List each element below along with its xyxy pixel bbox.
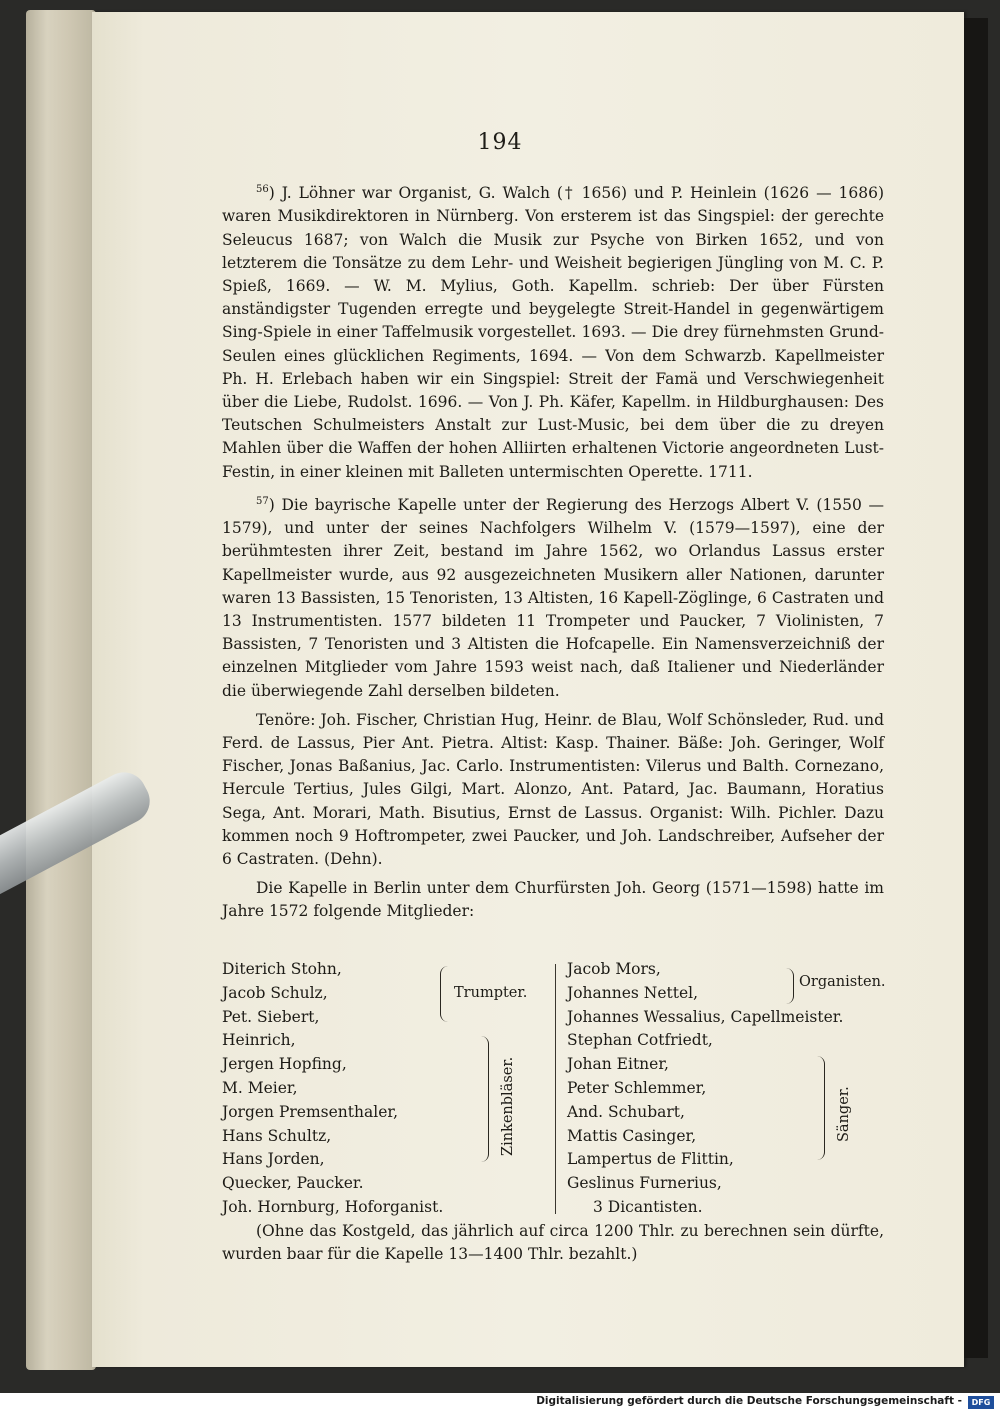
list-item: Hans Jorden, [222,1150,325,1169]
list-item: Jergen Hopfing, [222,1055,347,1074]
brace-saenger [816,1056,825,1160]
list-item: Stephan Cotfriedt, [567,1031,713,1050]
list-item: Johannes Nettel, [567,983,699,1002]
brace-trumpter [440,966,449,1022]
footnote-marker: 56 [256,184,269,195]
list-item: Peter Schlemmer, [567,1078,707,1097]
group-label-trumpter: Trumpter. [454,985,528,1001]
page-text [222,178,884,930]
paragraph-berlin: Die Kapelle in Berlin unter dem Churfürsten Joh. Georg (1571—1598) hatte im Jahre 1572 folgende Mitglieder: [222,879,884,921]
list-item: Johannes Wessalius, Capellmeister. [567,1007,844,1026]
list-item: Quecker, Paucker. [222,1174,364,1193]
closing-text: (Ohne das Kostgeld, das jährlich auf circa 1200 Thlr. zu berechnen sein dürfte, wurden baar für die Kapelle 13—1400 Thlr. bezahlt.) [222,1222,884,1264]
footer-credit: Digitalisierung gefördert durch die Deutsche Forschungsgemeinschaft - [536,1395,962,1407]
group-label-organisten: Organisten. [799,974,886,990]
list-item: Diterich Stohn, [222,960,342,978]
list-item: Heinrich, [222,1031,296,1050]
list-item: Jacob Mors, [567,960,661,978]
list-item: Mattis Casinger, [567,1126,697,1145]
list-item: Joh. Hornburg, Hoforganist. [222,1197,444,1216]
list-item: Jorgen Premsenthaler, [222,1102,398,1121]
list-item: Pet. Siebert, [222,1007,320,1026]
list-item: Hans Schultz, [222,1126,332,1145]
group-label-saenger: Sänger. [836,1086,852,1142]
list-item: Johan Eitner, [567,1055,669,1074]
group-label-zinkenblaeser: Zinkenbläser. [500,1056,516,1156]
page-number: 194 [477,130,523,155]
list-item: 3 Dicantisten. [593,1197,703,1216]
page-gutter-shadow [964,18,988,1358]
column-divider [555,964,556,1214]
footer-bar [0,1393,1000,1413]
list-item: M. Meier, [222,1078,298,1097]
footnote-marker: 57 [256,495,269,507]
dfg-logo-icon[interactable]: DFG [968,1396,994,1409]
footnote-56 [222,178,884,484]
closing-paragraph [222,1220,884,1266]
list-item: Geslinus Furnerius, [567,1174,722,1193]
paragraph-tenors: Tenöre: Joh. Fischer, Christian Hug, Heinr. de Blau, Wolf Schönsleder, Rud. und Ferd. de Lassus, Pier Ant. Pietra. Altist: Kasp. Thainer. Bäße: Joh. Geringer, Wolf Fischer, Jonas Baßanius, Jac. Carlo. Instrumentisten: Vilerus und Balth. Cornezano, Hercule Tertius, Jules Gilgi, Mart. Alonzo, Ant. Patard, Jac. Baumann, Horatius Sega, Ant. Morari, Math. Bisutius, Ernst de Lassus. Organist: Wilh. Pichler. Dazu kommen noch 9 Hoftrompeter, zwei Paucker, und Joh. Landschreiber, Aufseher der 6 Castraten. (Dehn). [222,710,884,868]
brace-zinkenblaeser [480,1036,489,1162]
footnote-text: ) Die bayrische Kapelle unter der Regierung des Herzogs Albert V. (1550 — 1579), und unter der seines Nachfolgers Wilhelm V. (1579—1597), eine der berühmtesten ihrer Zeit, bestand im Jahre 1562, wo Orlandus Lassus erster Kapellmeister wurde, aus 92 ausgezeichneten Musikern aller Nationen, darunter waren 13 Bassisten, 15 Tenoristen, 13 Altisten, 16 Kapell-Zöglinge, 6 Castraten und 13 Instrumentisten. 1577 bildeten 11 Trompeter und Paucker, 7 Violinisten, 7 Bassisten, 7 Tenoristen und 3 Altisten die Hofcapelle. Ein Namensverzeichniß der einzelnen Mitglieder vom Jahre 1593 weist nach, daß Italiener und Niederländer die überwiegende Zahl derselben bildeten. [222,495,884,700]
list-item: Jacob Schulz, [222,983,328,1002]
book-edge [26,10,96,1370]
list-item: And. Schubart, [567,1102,685,1121]
footnote-57 [222,490,884,703]
member-list [222,958,888,1220]
list-item: Lampertus de Flittin, [567,1150,734,1169]
brace-organisten [785,968,794,1004]
footnote-text: ) J. Löhner war Organist, G. Walch († 1656) und P. Heinlein (1626 — 1686) waren Musikdirektoren in Nürnberg. Von ersterem ist das Singspiel: der gerechte Seleucus 1687; von Walch die Musik zur Psyche von Birken 1652, und von letzterem die Tonsätze zu dem Lehr- und Weisheit begierigen Jüngling von M. C. P. Spieß, 1669. — W. M. Mylius, Goth. Kapellm. schrieb: Der über Fürsten anständigster Tugenden erregte und beygelegte Streit-Handel in gegenwärtigem Sing-Spiele in einer Taffelmusik vorgestellet. 1693. — Die drey fürnehmsten Grund-Seulen eines glücklichen Regiments, 1694. — Von dem Schwarzb. Kapellmeister Ph. H. Erlebach haben wir ein Singspiel: Streit der Famä und Verschwiegenheit über die Liebe, Rudolst. 1696. — Von J. Ph. Käfer, Kapellm. in Hildburghausen: Des Teutschen Schulmeisters Anstalt zur Lust-Music, bei dem über die zu dreyen Mahlen über die Waffen der hohen Alliirten erhaltenen Victorie angeordneten Lust-Festin, in einer kleinen mit Balleten untermischten Operette. 1711. [222,184,884,481]
